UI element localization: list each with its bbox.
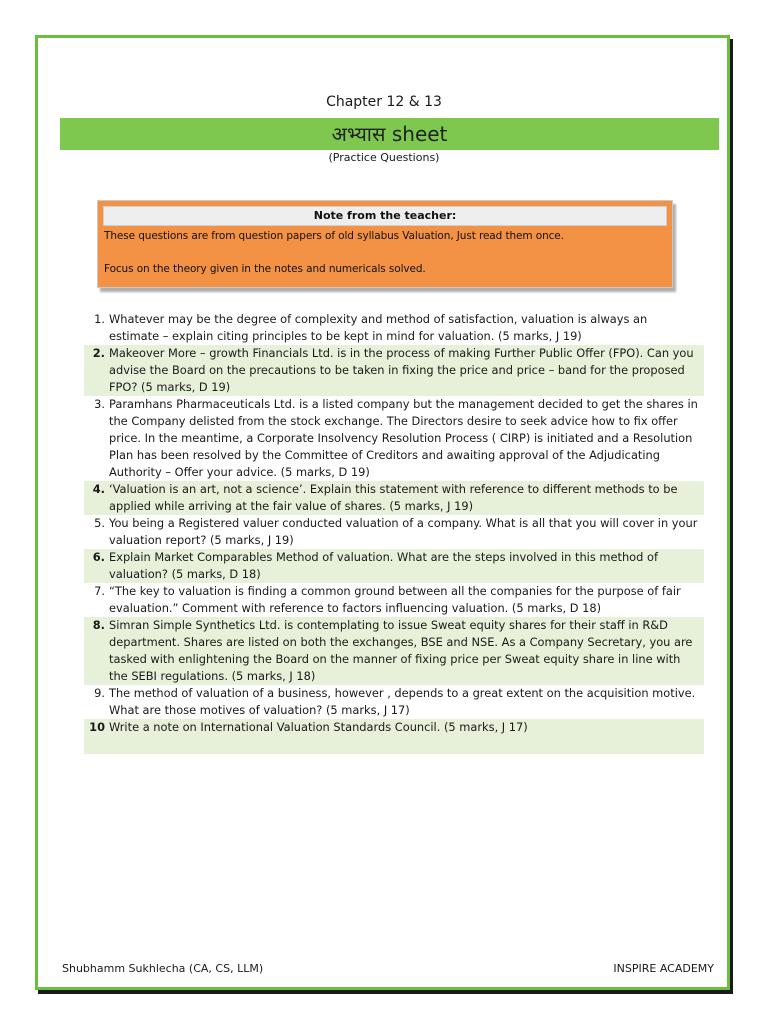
question-number: 8. — [92, 618, 105, 632]
question-text: “The key to valuation is finding a common ground between all the companies for the purpose of fair evaluation.” Comment with reference to factors influencing valuation. (5 marks, D 18) — [109, 584, 681, 615]
footer-academy: INSPIRE ACADEMY — [613, 962, 714, 975]
question-item — [84, 719, 704, 736]
teacher-note-title: Note from the teacher: — [103, 206, 667, 226]
question-list-tail — [84, 736, 704, 754]
question-item — [84, 345, 704, 396]
question-number: 2. — [92, 346, 105, 360]
teacher-note-box — [97, 200, 673, 288]
footer-author: Shubhamm Sukhlecha (CA, CS, LLM) — [62, 962, 264, 975]
sheet-subtitle: (Practice Questions) — [328, 151, 440, 164]
question-number: 10 — [89, 720, 105, 734]
question-text: Simran Simple Synthetics Ltd. is contemplating to issue Sweat equity shares for their staff in R&D department. Shares are listed on both the exchanges, BSE and NSE. As a Company Secretary, you are tasked with enlightening the Board on the manner of fixing price per Sweat equity share in line with the SEBI regulations. (5 marks, J 18) — [109, 618, 693, 683]
teacher-note-line-1: These questions are from question papers of old syllabus Valuation, Just read them once. — [104, 230, 564, 242]
sheet-banner: अभ्यास sheet — [60, 118, 719, 150]
chapter-title: Chapter 12 & 13 — [326, 94, 442, 110]
question-item — [84, 396, 704, 481]
question-item — [84, 515, 704, 549]
question-number: 6. — [92, 550, 105, 564]
question-item — [84, 685, 704, 719]
question-item — [84, 311, 704, 345]
question-number: 7. — [94, 584, 105, 598]
teacher-note-line-2: Focus on the theory given in the notes and numericals solved. — [104, 263, 426, 275]
question-item — [84, 481, 704, 515]
question-number: 4. — [92, 482, 105, 496]
question-text: The method of valuation of a business, however , depends to a great extent on the acquisition motive. What are those motives of valuation? (5 marks, J 17) — [109, 686, 696, 717]
question-item — [84, 617, 704, 685]
question-item — [84, 549, 704, 583]
question-number: 1. — [94, 312, 105, 326]
question-text: Write a note on International Valuation Standards Council. (5 marks, J 17) — [109, 720, 528, 734]
question-number: 9. — [94, 686, 105, 700]
question-number: 3. — [94, 397, 105, 411]
question-item — [84, 583, 704, 617]
question-number: 5. — [94, 516, 105, 530]
question-text: ‘Valuation is an art, not a science’. Explain this statement with reference to different methods to be applied while arriving at the fair value of shares. (5 marks, J 19) — [109, 482, 678, 513]
question-text: You being a Registered valuer conducted valuation of a company. What is all that you will cover in your valuation report? (5 marks, J 19) — [109, 516, 698, 547]
question-text: Paramhans Pharmaceuticals Ltd. is a listed company but the management decided to get the shares in the Company delisted from the stock exchange. The Directors desire to seek advice how to fix offer price. In the meantime, a Corporate Insolvency Resolution Process ( CIRP) is initiated and a Resolution Plan has been resolved by the Committee of Creditors and awaiting approval of the Adjudicating Authority – Offer your advice. (5 marks, D 19) — [109, 397, 698, 479]
question-text: Explain Market Comparables Method of valuation. What are the steps involved in this method of valuation? (5 marks, D 18) — [109, 550, 658, 581]
question-text: Makeover More – growth Financials Ltd. is in the process of making Further Public Offer (FPO). Can you advise the Board on the precautions to be taken in fixing the price and price – band for the proposed FPO? (5 marks, D 19) — [109, 346, 694, 394]
question-text: Whatever may be the degree of complexity and method of satisfaction, valuation is always an estimate – explain citing principles to be kept in mind for valuation. (5 marks, J 19) — [109, 312, 648, 343]
question-list — [84, 311, 704, 754]
